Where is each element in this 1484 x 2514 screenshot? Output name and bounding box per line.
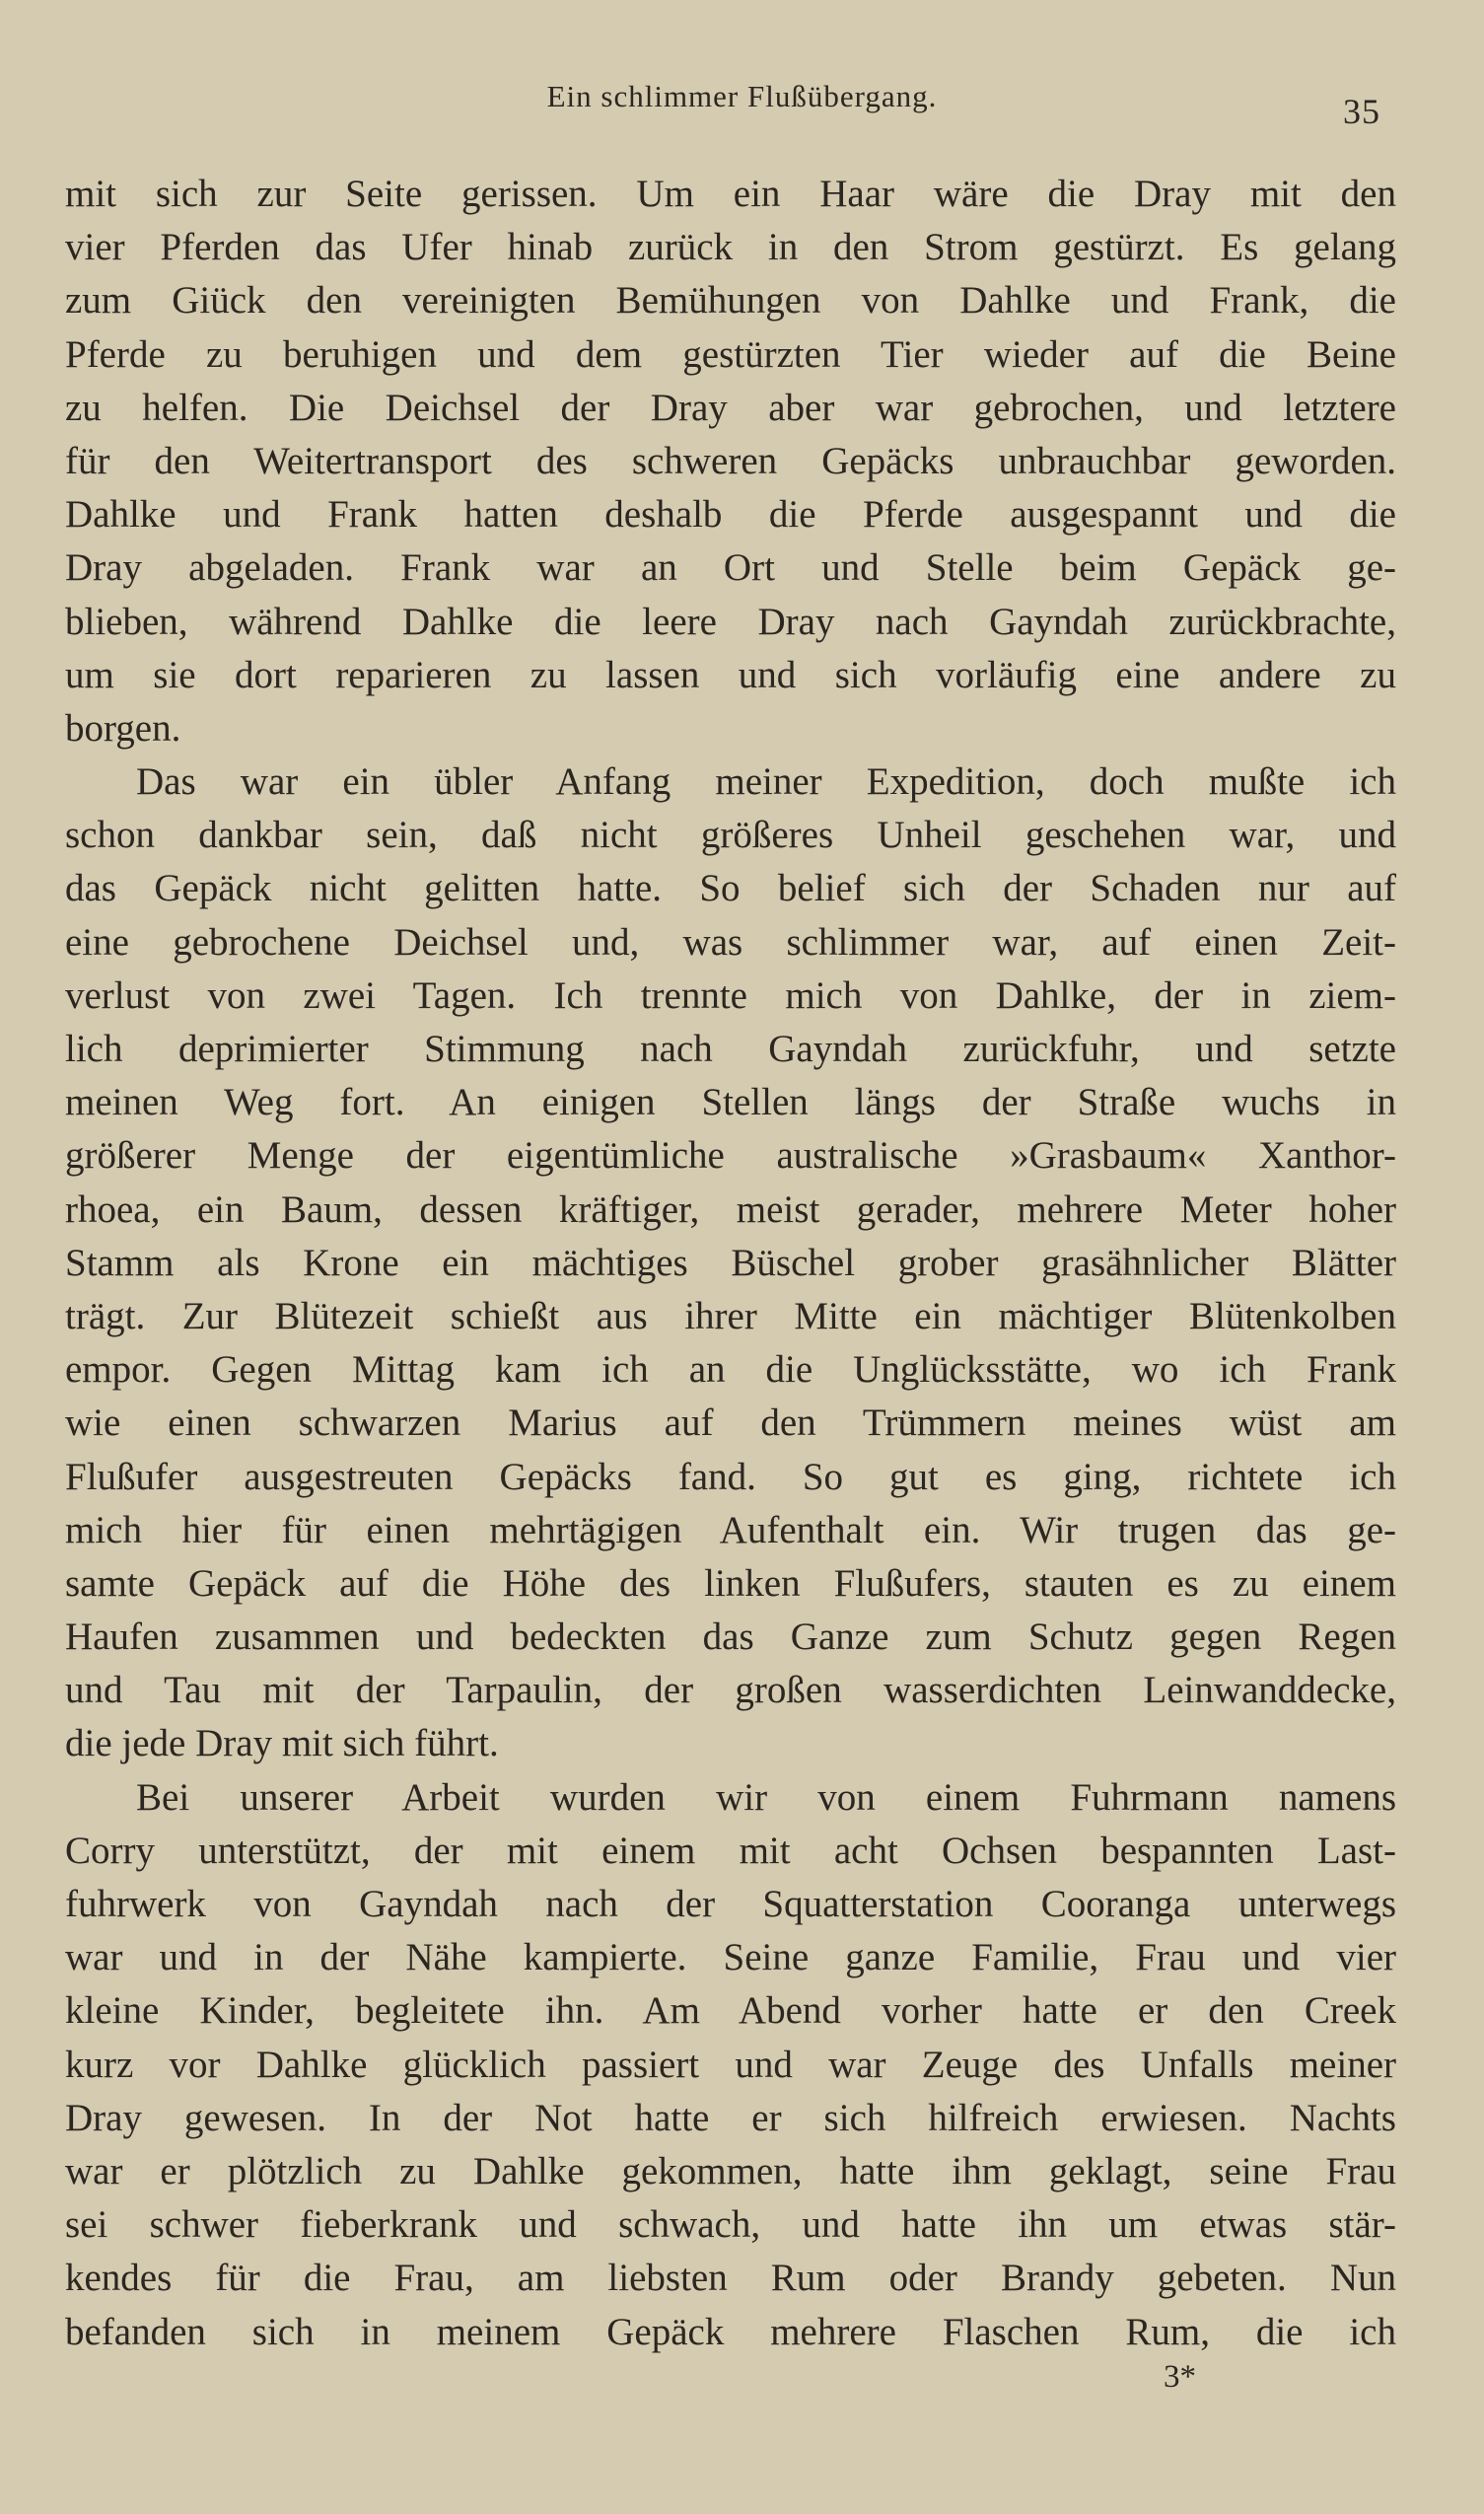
text-line: vier Pferden das Ufer hinab zurück in den Strom gestürzt. Es gelang <box>65 226 1396 269</box>
text-line: borgen. <box>65 706 181 750</box>
text-line: samte Gepäck auf die Höhe des linken Flußufers, stauten es zu einem <box>65 1561 1396 1605</box>
text-line: lich deprimierter Stimmung nach Gayndah zurückfuhr, und setzte <box>65 1028 1396 1070</box>
text-line: die jede Dray mit sich führt. <box>65 1722 499 1765</box>
text-line: Haufen zusammen und bedeckten das Ganze zum Schutz gegen Regen <box>65 1616 1396 1659</box>
text-line: das Gepäck nicht gelitten hatte. So belief sich der Schaden nur auf <box>65 867 1396 910</box>
text-line: zum Giück den vereinigten Bemühungen von Dahlke und Frank, die <box>65 279 1396 323</box>
text-line: blieben, während Dahlke die leere Dray nach Gayndah zurückbrachte, <box>65 600 1396 643</box>
page-number: 35 <box>1343 92 1380 131</box>
text-line: wie einen schwarzen Marius auf den Trümmern meines wüst am <box>65 1401 1396 1445</box>
text-line: war er plötzlich zu Dahlke gekommen, hatte ihm geklagt, seine Frau <box>65 2149 1396 2192</box>
text-line: meinen Weg fort. An einigen Stellen längs der Straße wuchs in <box>65 1081 1396 1124</box>
chapter-title: Ein schlimmer Flußübergang. <box>546 79 938 113</box>
text-line: Dray abgeladen. Frank war an Ort und Stelle beim Gepäck ge- <box>65 546 1396 590</box>
text-line: Corry unterstützt, der mit einem mit acht Ochsen bespannten Last- <box>65 1829 1396 1872</box>
text-line: und Tau mit der Tarpaulin, der großen wasserdichten Leinwanddecke, <box>65 1669 1396 1712</box>
text-line: fuhrwerk von Gayndah nach der Squatterstation Cooranga unterwegs <box>65 1883 1396 1925</box>
text-line: Pferde zu beruhigen und dem gestürzten Tier wieder auf die Beine <box>65 332 1396 376</box>
text-line: Flußufer ausgestreuten Gepäcks fand. So gut es ging, richtete ich <box>65 1455 1396 1498</box>
body-text <box>65 168 1396 2359</box>
text-line: verlust von zwei Tagen. Ich trennte mich von Dahlke, der in ziem- <box>65 973 1396 1017</box>
text-line: um sie dort reparieren zu lassen und sich vorläufig eine andere zu <box>65 653 1396 696</box>
text-line: sei schwer fieberkrank und schwach, und hatte ihn um etwas stär- <box>65 2203 1396 2247</box>
signature-mark: 3* <box>1164 2359 1196 2395</box>
text-line: für den Weitertransport des schweren Gepäcks unbrauchbar geworden. <box>65 439 1396 482</box>
text-line: Das war ein übler Anfang meiner Expedition, doch mußte ich <box>136 760 1396 804</box>
text-line: Bei unserer Arbeit wurden wir von einem Fuhrmann namens <box>136 1775 1396 1819</box>
text-line: eine gebrochene Deichsel und, was schlimmer war, auf einen Zeit- <box>65 920 1396 964</box>
text-line: Dahlke und Frank hatten deshalb die Pferde ausgespannt und die <box>65 493 1396 537</box>
text-line: Stamm als Krone ein mächtiges Büschel grober grasähnlicher Blätter <box>65 1241 1396 1284</box>
text-line: zu helfen. Die Deichsel der Dray aber war gebrochen, und letztere <box>65 386 1396 429</box>
text-line: trägt. Zur Blütezeit schießt aus ihrer Mitte ein mächtiger Blütenkolben <box>65 1294 1396 1337</box>
text-line: rhoea, ein Baum, dessen kräftiger, meist gerader, mehrere Meter hoher <box>65 1187 1396 1231</box>
text-line: mit sich zur Seite gerissen. Um ein Haar wäre die Dray mit den <box>65 173 1396 215</box>
text-line: empor. Gegen Mittag kam ich an die Unglücksstätte, wo ich Frank <box>65 1348 1396 1392</box>
text-line: schon dankbar sein, daß nicht größeres Unheil geschehen war, und <box>65 814 1396 857</box>
text-line: kendes für die Frau, am liebsten Rum oder Brandy gebeten. Nun <box>65 2257 1396 2300</box>
text-line: war und in der Nähe kampierte. Seine ganze Familie, Frau und vier <box>65 1936 1396 1979</box>
text-line: befanden sich in meinem Gepäck mehrere Flaschen Rum, die ich <box>65 2310 1396 2353</box>
text-line: größerer Menge der eigentümliche australische »Grasbaum« Xanthor- <box>65 1134 1396 1178</box>
text-line: mich hier für einen mehrtägigen Aufenthalt ein. Wir trugen das ge- <box>65 1508 1396 1551</box>
text-line: Dray gewesen. In der Not hatte er sich hilfreich erwiesen. Nachts <box>65 2096 1396 2139</box>
text-line: kleine Kinder, begleitete ihn. Am Abend vorher hatte er den Creek <box>65 1989 1396 2033</box>
text-line: kurz vor Dahlke glücklich passiert und war Zeuge des Unfalls meiner <box>65 2043 1396 2086</box>
